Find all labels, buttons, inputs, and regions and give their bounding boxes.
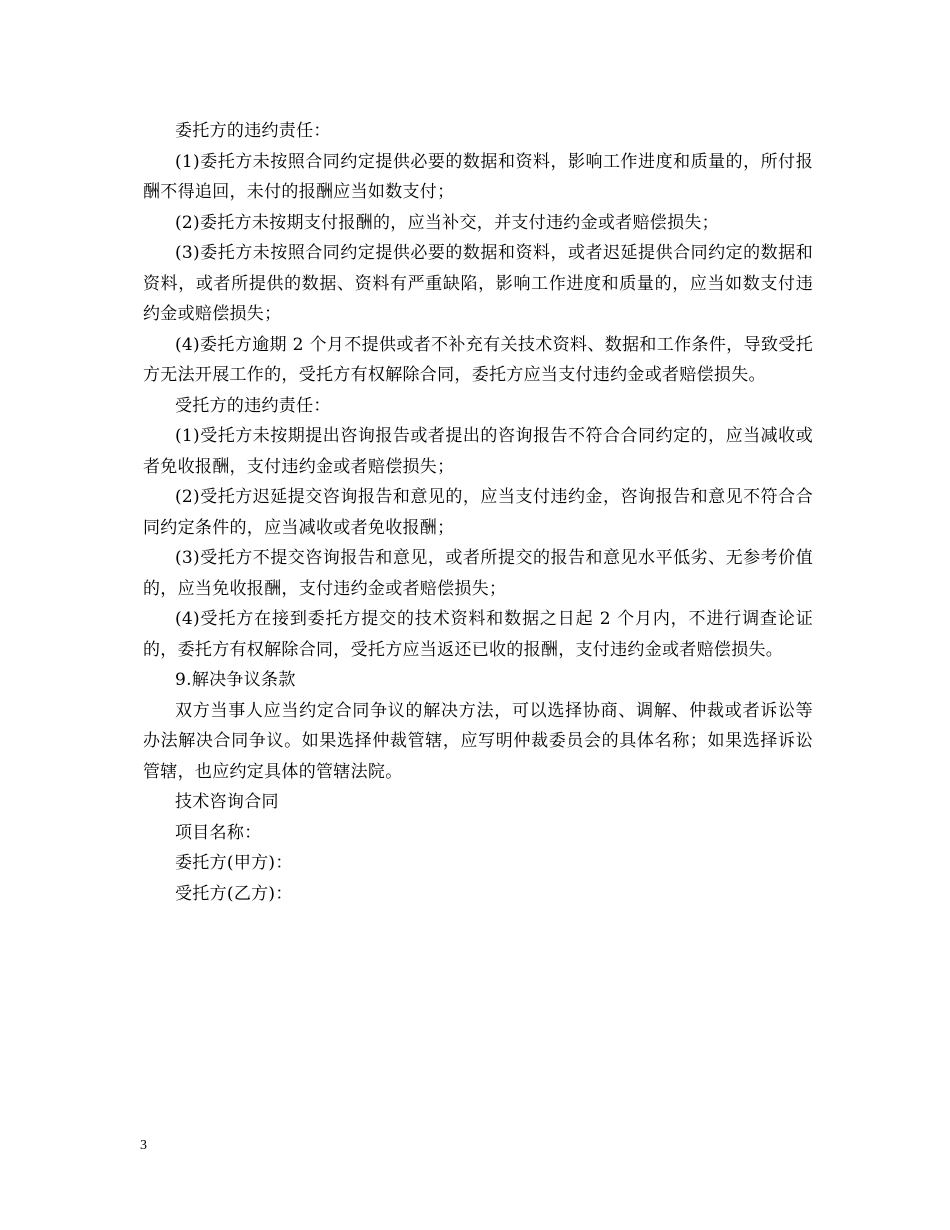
contractor-clause-4: (4)受托方在接到委托方提交的技术资料和数据之日起 2 个月内，不进行调查论证的，委托方有权解除合同，受托方应当返还已收的报酬，支付违约金或者赔偿损失。 bbox=[143, 609, 813, 660]
contractor-party-field: 受托方(乙方)： bbox=[175, 883, 293, 904]
page-number: 3 bbox=[140, 1138, 147, 1153]
client-clause-4: (4)委托方逾期 2 个月不提供或者不补充有关技术资料、数据和工作条件，导致受托方无法开展工作的，受托方有权解除合同，委托方应当支付违约金或者赔偿损失。 bbox=[143, 334, 813, 385]
client-clause-3: (3)委托方未按照合同约定提供必要的数据和资料，或者迟延提供合同约定的数据和资料，或者所提供的数据、资料有严重缺陷，影响工作进度和质量的，应当如数支付违约金或赔偿损失； bbox=[143, 243, 813, 324]
dispute-clause: 双方当事人应当约定合同争议的解决方法，可以选择协商、调解、仲裁或者诉讼等办法解决合同争议。如果选择仲裁管辖，应写明仲裁委员会的具体名称；如果选择诉讼管辖，也应约定具体的管辖法院。 bbox=[143, 700, 813, 782]
client-clause-1: (1)委托方未按照合同约定提供必要的数据和资料，影响工作进度和质量的，所付报酬不得追回，未付的报酬应当如数支付； bbox=[143, 151, 813, 202]
heading-client-liability: 委托方的违约责任： bbox=[175, 121, 331, 141]
contractor-clause-2: (2)受托方迟延提交咨询报告和意见的，应当支付违约金，咨询报告和意见不符合合同约定条件的，应当减收或者免收报酬； bbox=[143, 487, 813, 538]
document-body bbox=[143, 116, 813, 909]
client-clause-2: (2)委托方未按期支付报酬的，应当补交，并支付违约金或者赔偿损失； bbox=[175, 212, 719, 233]
section-heading-dispute: 9.解决争议条款 bbox=[175, 670, 296, 690]
project-name-field: 项目名称： bbox=[175, 822, 262, 843]
heading-contractor-liability: 受托方的违约责任： bbox=[175, 395, 331, 416]
contractor-clause-3: (3)受托方不提交咨询报告和意见，或者所提交的报告和意见水平低劣、无参考价值的，应当免收报酬，支付违约金或者赔偿损失； bbox=[143, 548, 813, 599]
contract-title: 技术咨询合同 bbox=[175, 792, 279, 812]
contractor-clause-1: (1)受托方未按期提出咨询报告或者提出的咨询报告不符合合同约定的，应当减收或者免收报酬，支付违约金或者赔偿损失； bbox=[143, 426, 813, 477]
client-party-field: 委托方(甲方)： bbox=[175, 853, 293, 873]
